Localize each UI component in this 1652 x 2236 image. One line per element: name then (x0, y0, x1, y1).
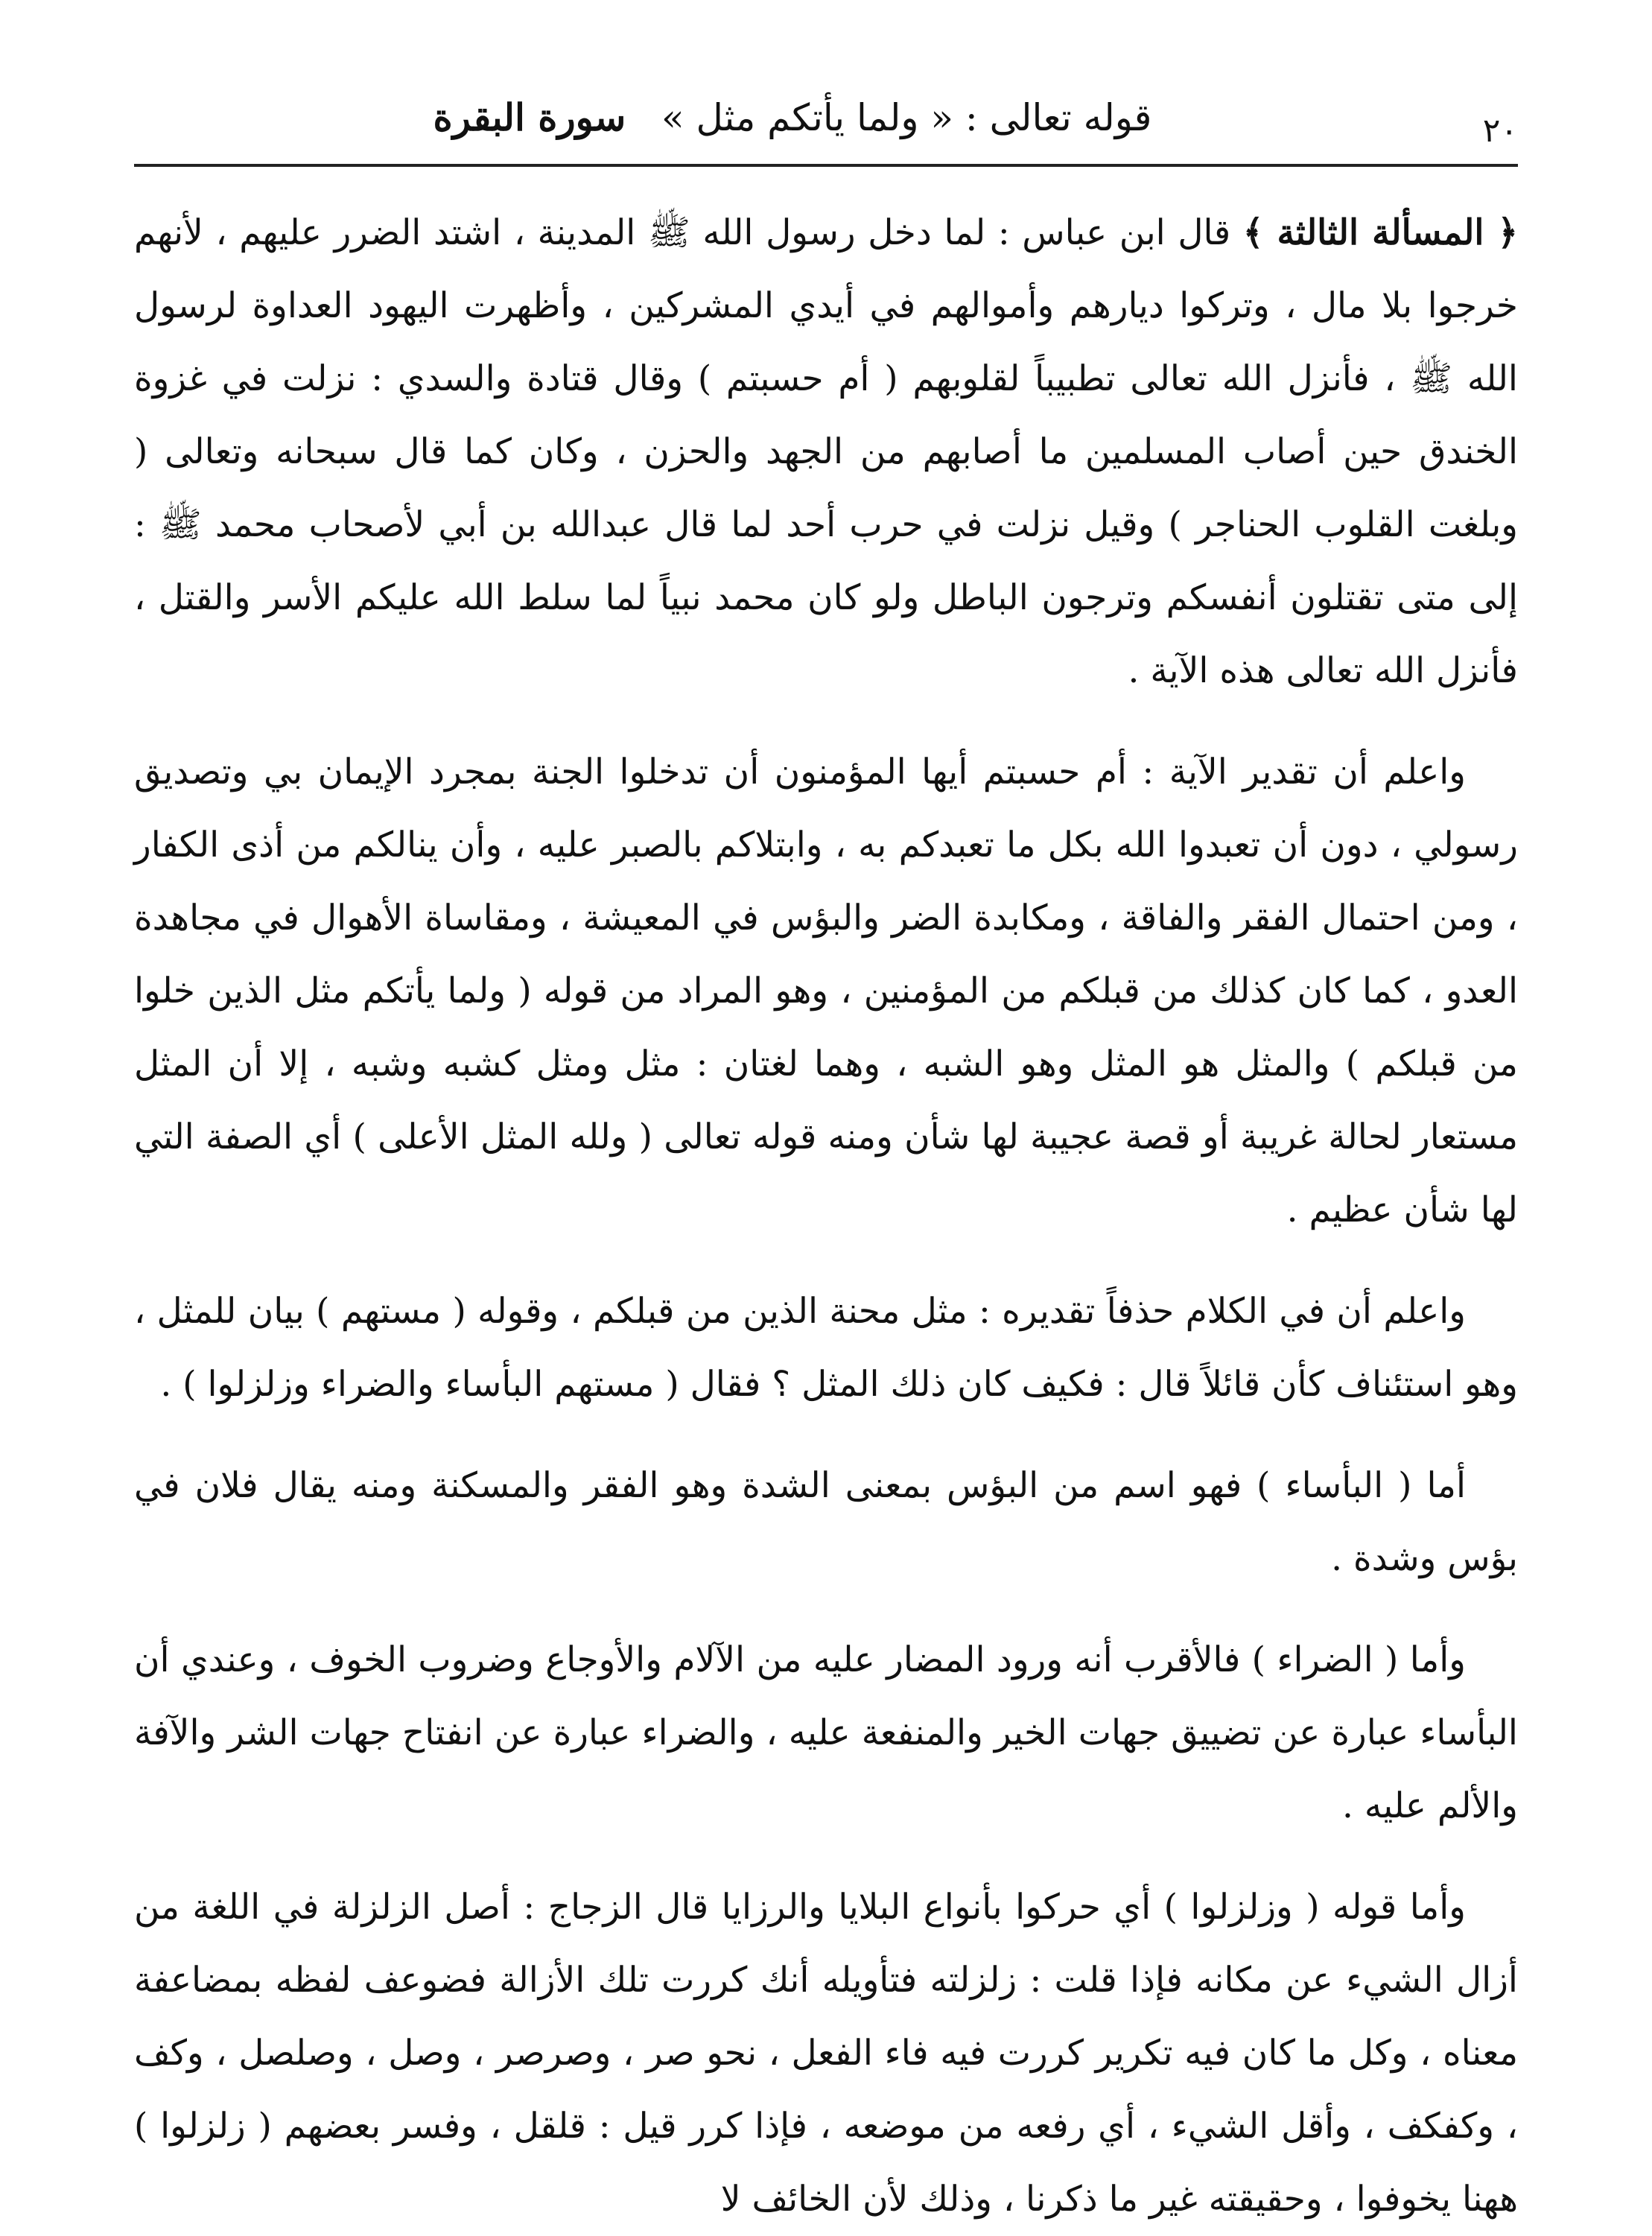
paragraph-3: واعلم أن في الكلام حذفاً تقديره : مثل محنة الذين من قبلكم ، وقوله ( مستهم ) بيان للمثل ، وهو استئناف كأن قائلاً قال : فكيف كان ذلك المثل ؟ فقال ( مستهم البأساء والضراء وزلزلوا ) . (134, 1291, 1518, 1405)
paragraph-5: وأما ( الضراء ) فالأقرب أنه ورود المضار عليه من الآلام والأوجاع وضروب الخوف ، وعندي أن البأساء عبارة عن تضييق جهات الخير والمنفعة عليه ، والضراء عبارة عن انفتاح جهات الشر والآفة والألم عليه . (134, 1639, 1518, 1826)
running-title-text: قوله تعالى : « ولما يأتكم مثل » (661, 96, 1152, 139)
paragraph-1 (134, 197, 1518, 708)
page-body (134, 197, 1518, 2236)
section-heading: ﴿ المسألة الثالثة ﴾ (1242, 212, 1518, 253)
running-title (134, 95, 1451, 139)
paragraph-1-text: قال ابن عباس : لما دخل رسول الله ﷺ المدينة ، اشتد الضرر عليهم ، لأنهم خرجوا بلا مال ، وتركوا ديارهم وأموالهم في أيدي المشركين ، وأظهرت اليهود العداوة لرسول الله ﷺ ، فأنزل الله تعالى تطبيباً لقلوبهم ( أم حسبتم ) وقال قتادة والسدي : نزلت في غزوة الخندق حين أصاب المسلمين ما أصابهم من الجهد والحزن ، وكان كما قال سبحانه وتعالى ( وبلغت القلوب الحناجر ) وقيل نزلت في حرب أحد لما قال عبدالله بن أبي لأصحاب محمد ﷺ : إلى متى تقتلون أنفسكم وترجون الباطل ولو كان محمد نبياً لما سلط الله عليكم الأسر والقتل ، فأنزل الله تعالى هذه الآية . (134, 212, 1518, 691)
paragraph-4: أما ( البأساء ) فهو اسم من البؤس بمعنى الشدة وهو الفقر والمسكنة ومنه يقال فلان في بؤس وشدة . (134, 1465, 1518, 1579)
paragraph-6: وأما قوله ( وزلزلوا ) أي حركوا بأنواع البلايا والرزايا قال الزجاج : أصل الزلزلة في اللغة من أزال الشيء عن مكانه فإذا قلت : زلزلته فتأويله أنك كررت تلك الأزالة فضوعف لفظه بمضاعفة معناه ، وكل ما كان فيه تكرير كررت فيه فاء الفعل ، نحو صر ، وصرصر ، وصل ، وصلصل ، وكف ، وكفكف ، وأقل الشيء ، أي رفعه من موضعه ، فإذا كرر قيل : قلقل ، وفسر بعضهم ( زلزلوا ) ههنا يخوفوا ، وحقيقته غير ما ذكرنا ، وذلك لأن الخائف لا (134, 1887, 1518, 2220)
sura-name: سورة البقرة (433, 95, 626, 139)
page-number: ٢٠ (1482, 112, 1518, 150)
paragraph-2: واعلم أن تقدير الآية : أم حسبتم أيها المؤمنون أن تدخلوا الجنة بمجرد الإيمان بي وتصديق رسولي ، دون أن تعبدوا الله بكل ما تعبدكم به ، وابتلاكم بالصبر عليه ، وأن ينالكم من أذى الكفار ، ومن احتمال الفقر والفاقة ، ومكابدة الضر والبؤس في المعيشة ، ومقاساة الأهوال في مجاهدة العدو ، كما كان كذلك من قبلكم من المؤمنين ، وهو المراد من قوله ( ولما يأتكم مثل الذين خلوا من قبلكم ) والمثل هو المثل وهو الشبه ، وهما لغتان : مثل ومثل كشبه وشبه ، إلا أن المثل مستعار لحالة غريبة أو قصة عجيبة لها شأن ومنه قوله تعالى ( ولله المثل الأعلى ) أي الصفة التي لها شأن عظيم . (134, 752, 1519, 1230)
page-header (134, 82, 1518, 167)
